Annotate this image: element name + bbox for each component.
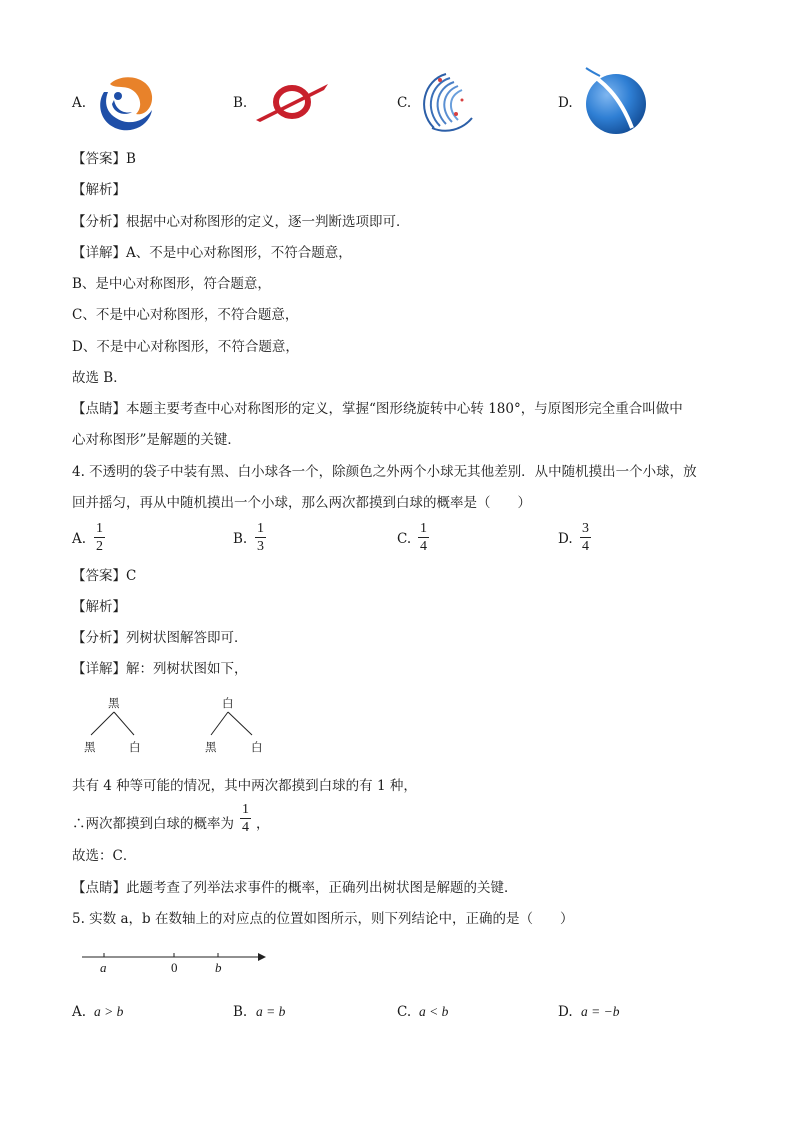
tree-left-child-1: 黑 — [84, 740, 96, 754]
q3-line-d: D、不是中心对称图形，不符合题意， — [72, 339, 299, 355]
prob-prefix: ∴两次都摸到白球的概率为 — [72, 816, 234, 832]
blue-arcs-logo — [416, 70, 474, 134]
option-d-label: D. — [558, 95, 573, 111]
red-ring-slash-logo — [254, 80, 330, 124]
option-a-expr: a > b — [94, 1004, 124, 1019]
q4-analysis-header: 【解析】 — [72, 599, 126, 615]
option-c-label: C. — [397, 95, 412, 111]
option-c-expr: a < b — [419, 1004, 449, 1019]
tree-right-root: 白 — [222, 696, 234, 710]
axis-label-zero: 0 — [171, 960, 178, 975]
numerator: 1 — [420, 521, 427, 536]
option-c-label: C. — [397, 1004, 412, 1020]
q4-conclusion: 故选：C． — [72, 848, 137, 864]
q4-stem-1: 4. 不透明的袋子中装有黑、白小球各一个，除颜色之外两个小球无其他差别．从中随机摸出一个小球，放 — [72, 464, 697, 480]
denominator: 4 — [582, 539, 589, 554]
q4-xiangjie: 【详解】解：列树状图如下， — [72, 661, 248, 677]
option-b-label: B. — [233, 95, 248, 111]
q3-dianjing-2: 心对称图形”是解题的关键． — [72, 432, 241, 448]
q3-line-c: C、不是中心对称图形，不符合题意， — [72, 307, 299, 323]
q3-dianjing-1: 【点睛】本题主要考查中心对称图形的定义，掌握“图形绕旋转中心转 180°，与原图形完全重合叫做中 — [72, 401, 683, 417]
tree-right-child-1: 黑 — [205, 740, 217, 754]
option-b-label: B. — [233, 1004, 248, 1020]
prob-fraction — [240, 802, 251, 835]
denominator: 3 — [257, 539, 264, 554]
q4-answer: 【答案】C — [72, 568, 137, 584]
option-c-fraction — [418, 521, 429, 554]
q3-analysis-header: 【解析】 — [72, 182, 126, 198]
numerator: 3 — [582, 521, 589, 536]
q3-answer: 【答案】B — [72, 151, 136, 167]
blue-globe-logo — [582, 66, 650, 136]
q3-xiangjie: 【详解】A、不是中心对称图形，不符合题意， — [72, 245, 352, 261]
option-a-label: A. — [72, 1004, 87, 1020]
tree-left-root: 黑 — [108, 696, 120, 710]
option-a-label: A. — [72, 531, 87, 547]
axis-label-a: a — [100, 960, 107, 975]
option-a-label: A. — [72, 95, 87, 111]
q4-total-line: 共有 4 种等可能的情况，其中两次都摸到白球的有 1 种， — [72, 778, 417, 794]
q3-line-b: B、是中心对称图形，符合题意， — [72, 276, 271, 292]
option-d-label: D. — [558, 1004, 573, 1020]
numerator: 1 — [242, 802, 249, 817]
q3-conclusion: 故选 B． — [72, 370, 127, 386]
option-b-expr: a = b — [256, 1004, 286, 1019]
option-d-label: D. — [558, 531, 573, 547]
numerator: 1 — [96, 521, 103, 536]
tree-left-child-2: 白 — [129, 740, 141, 754]
prob-suffix: ， — [256, 816, 270, 832]
denominator: 4 — [242, 820, 249, 835]
denominator: 4 — [420, 539, 427, 554]
option-b-fraction — [255, 521, 266, 554]
option-c-label: C. — [397, 531, 412, 547]
axis-label-b: b — [215, 960, 222, 975]
blue-orange-swirl-logo — [92, 70, 156, 134]
q3-fenxi: 【分析】根据中心对称图形的定义，逐一判断选项即可． — [72, 214, 410, 230]
option-a-fraction — [94, 521, 105, 554]
q5-stem: 5. 实数 a，b 在数轴上的对应点的位置如图所示，则下列结论中，正确的是（ ） — [72, 911, 574, 927]
option-b-label: B. — [233, 531, 248, 547]
q4-fenxi: 【分析】列树状图解答即可． — [72, 630, 248, 646]
option-d-fraction — [580, 521, 591, 554]
option-d-expr: a = −b — [581, 1004, 620, 1019]
q4-stem-2: 回并摇匀，再从中随机摸出一个小球，那么两次都摸到白球的概率是（ ） — [72, 495, 531, 511]
tree-right-child-2: 白 — [251, 740, 263, 754]
q4-dianjing: 【点睛】此题考查了列举法求事件的概率，正确列出树状图是解题的关键． — [72, 880, 518, 896]
numerator: 1 — [257, 521, 264, 536]
denominator: 2 — [96, 539, 103, 554]
